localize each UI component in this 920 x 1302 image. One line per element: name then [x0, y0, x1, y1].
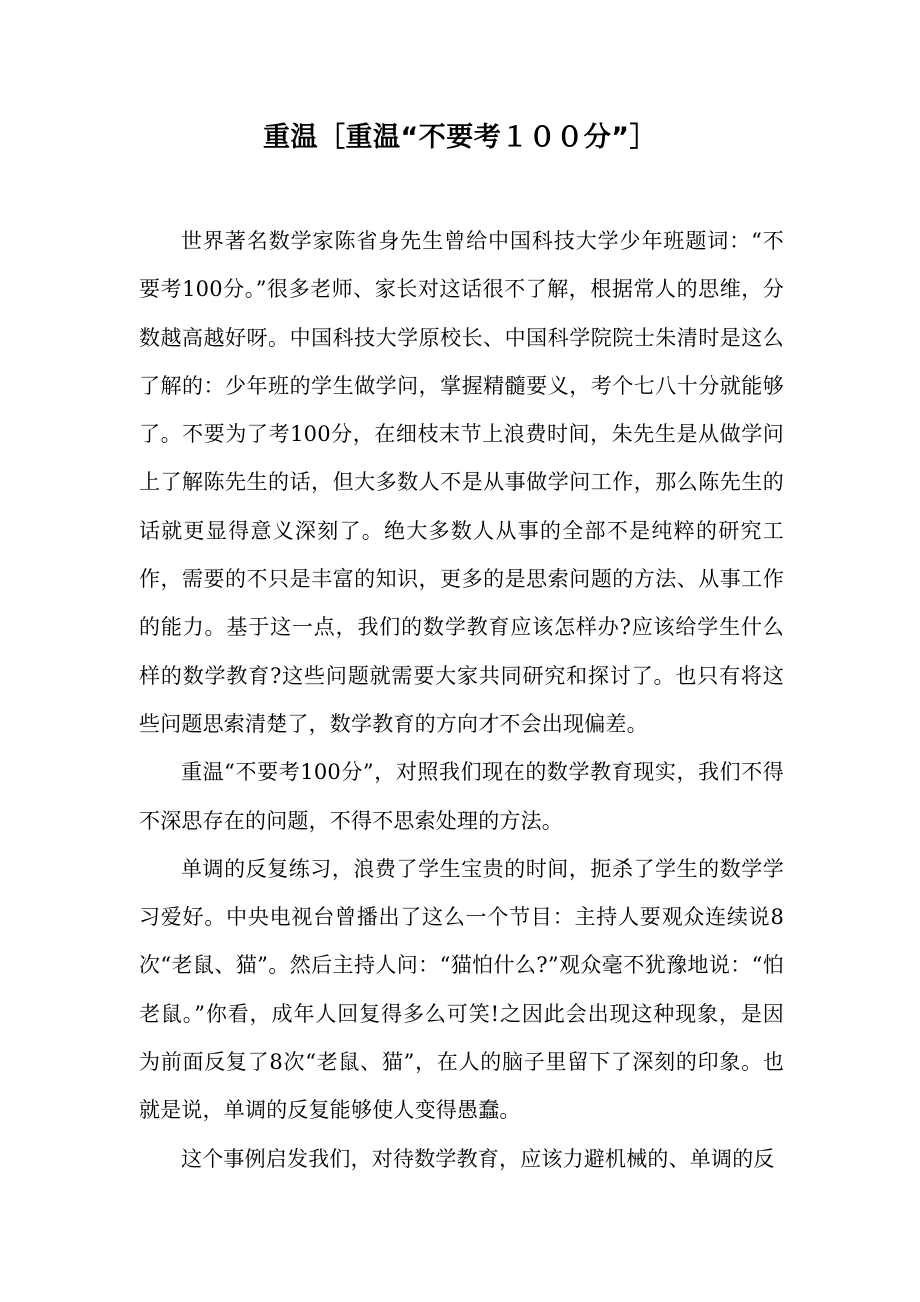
document-title: 重温［重温“不要考１００分”］: [263, 122, 657, 153]
paragraph-1: 世界著名数学家陈省身先生曾给中国科技大学少年班题词：“不要考100分。”很多老师、家长对这话很不了解，根据常人的思维，分数越高越好呀。中国科技大学原校长、中国科学院院士朱清时是这么了解的：少年班的学生做学问，掌握精髓要义，考个七八十分就能够了。不要为了考100分，在细枝末节上浪费时间，朱先生是从做学问上了解陈先生的话，但大多数人不是从事做学问工作，那么陈先生的话就更显得意义深刻了。绝大多数人从事的全部不是纯粹的研究工作，需要的不只是丰富的知识，更多的是思索问题的方法、从事工作的能力。基于这一点，我们的数学教育应该怎样办?应该给学生什么样的数学教育?这些问题就需要大家共同研究和探讨了。也只有将这些问题思索清楚了，数学教育的方向才不会出现偏差。: [139, 229, 784, 736]
document-body: [139, 217, 784, 1183]
paragraph-2: 重温“不要考100分”，对照我们现在的数学教育现实，我们不得不深思存在的问题，不得不思索处理的方法。: [139, 760, 784, 833]
paragraph-4: 这个事例启发我们，对待数学教育，应该力避机械的、单调的反: [181, 1146, 775, 1171]
paragraph-3: 单调的反复练习，浪费了学生宝贵的时间，扼杀了学生的数学学习爱好。中央电视台曾播出了这么一个节目：主持人要观众连续说8次“老鼠、猫”。然后主持人问：“猫怕什么?”观众毫不犹豫地说：“怕老鼠。”你看，成年人回复得多么可笑!之因此会出现这种现象，是因为前面反复了8次“老鼠、猫”，在人的脑子里留下了深刻的印象。也就是说，单调的反复能够使人变得愚蠢。: [139, 856, 784, 1123]
